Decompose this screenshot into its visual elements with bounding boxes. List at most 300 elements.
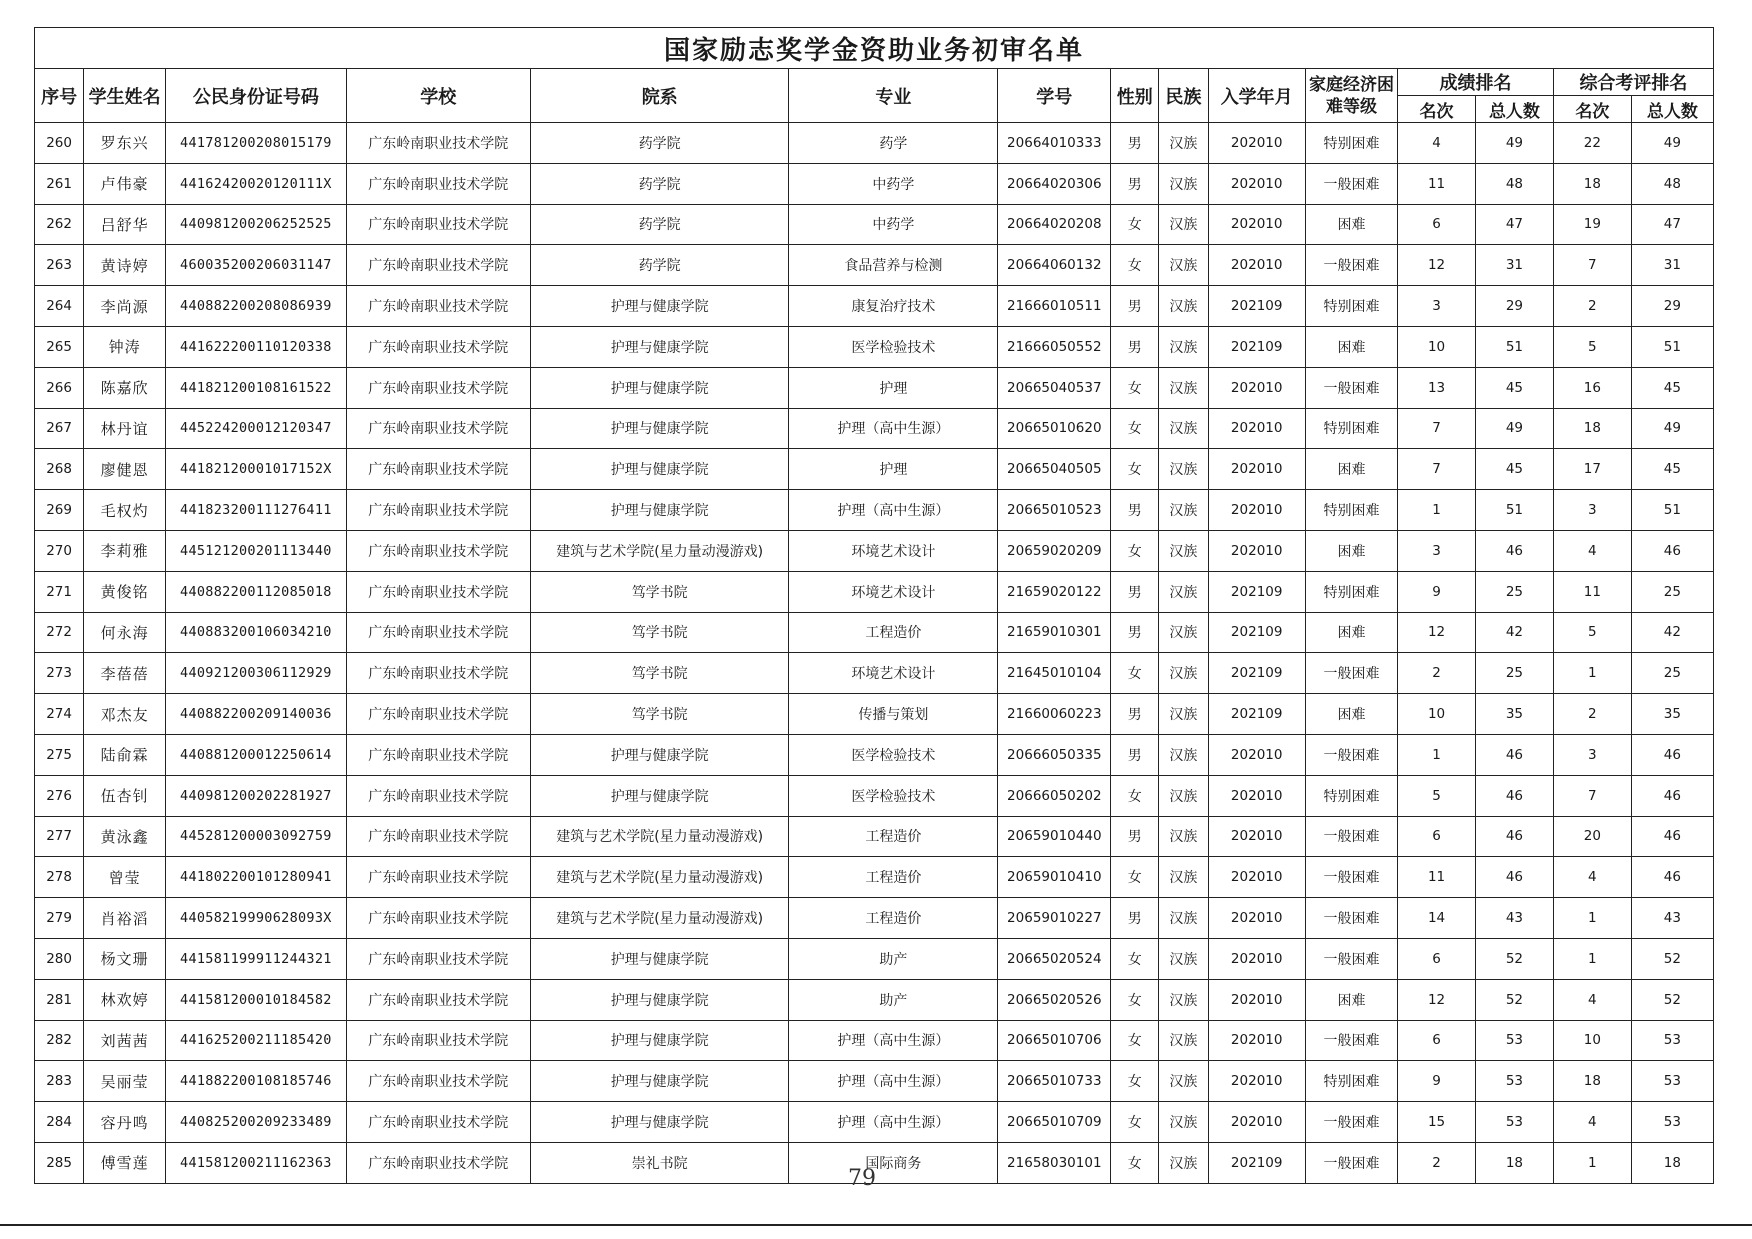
- cell-difficulty: 困难: [1305, 530, 1397, 571]
- cell-difficulty: 特别困难: [1305, 490, 1397, 531]
- cell-enroll-date: 202109: [1208, 286, 1305, 327]
- cell-grade-rank: 12: [1398, 245, 1476, 286]
- cell-id-card: 441821200108161522: [166, 367, 346, 408]
- cell-ethnicity: 汉族: [1159, 775, 1208, 816]
- cell-overall-rank: 3: [1553, 490, 1631, 531]
- cell-grade-total: 43: [1476, 898, 1554, 939]
- cell-school: 广东岭南职业技术学院: [346, 286, 530, 327]
- cell-seq: 283: [35, 1061, 84, 1102]
- cell-id-card: 440825200209233489: [166, 1102, 346, 1143]
- cell-grade-total: 53: [1476, 1061, 1554, 1102]
- cell-department: 建筑与艺术学院(星力量动漫游戏): [531, 816, 789, 857]
- cell-gender: 女: [1111, 449, 1159, 490]
- cell-grade-total: 42: [1476, 612, 1554, 653]
- cell-overall-rank: 18: [1553, 408, 1631, 449]
- cell-school: 广东岭南职业技术学院: [346, 571, 530, 612]
- cell-student-no: 21645010104: [998, 653, 1111, 694]
- cell-overall-rank: 16: [1553, 367, 1631, 408]
- header-major: 专业: [789, 69, 998, 123]
- cell-id-card: 460035200206031147: [166, 245, 346, 286]
- cell-id-card: 440981200202281927: [166, 775, 346, 816]
- cell-id-card: 441625200211185420: [166, 1020, 346, 1061]
- cell-enroll-date: 202010: [1208, 1102, 1305, 1143]
- cell-overall-rank: 18: [1553, 163, 1631, 204]
- cell-school: 广东岭南职业技术学院: [346, 857, 530, 898]
- cell-overall-total: 49: [1631, 408, 1713, 449]
- cell-overall-total: 53: [1631, 1102, 1713, 1143]
- cell-name: 罗东兴: [84, 123, 166, 164]
- cell-grade-rank: 12: [1398, 612, 1476, 653]
- header-seq: 序号: [35, 69, 84, 123]
- cell-ethnicity: 汉族: [1159, 1102, 1208, 1143]
- cell-grade-total: 46: [1476, 775, 1554, 816]
- cell-overall-total: 52: [1631, 979, 1713, 1020]
- cell-gender: 女: [1111, 204, 1159, 245]
- cell-overall-total: 29: [1631, 286, 1713, 327]
- cell-gender: 男: [1111, 612, 1159, 653]
- cell-school: 广东岭南职业技术学院: [346, 898, 530, 939]
- cell-difficulty: 困难: [1305, 694, 1397, 735]
- cell-name: 肖裕滔: [84, 898, 166, 939]
- cell-grade-total: 46: [1476, 857, 1554, 898]
- cell-overall-rank: 1: [1553, 938, 1631, 979]
- cell-id-card: 441781200208015179: [166, 123, 346, 164]
- page-number: 79: [848, 1166, 876, 1191]
- table-row: [35, 163, 1714, 204]
- table-row: [35, 408, 1714, 449]
- cell-seq: 264: [35, 286, 84, 327]
- cell-department: 建筑与艺术学院(星力量动漫游戏): [531, 530, 789, 571]
- cell-seq: 284: [35, 1102, 84, 1143]
- header-grade-rank-total: 总人数: [1476, 96, 1554, 123]
- cell-name: 李尚源: [84, 286, 166, 327]
- cell-grade-total: 52: [1476, 938, 1554, 979]
- table-row: [35, 245, 1714, 286]
- header-grade-rank-position: 名次: [1398, 96, 1476, 123]
- cell-ethnicity: 汉族: [1159, 408, 1208, 449]
- cell-major: 护理: [789, 449, 998, 490]
- bottom-divider: [0, 1224, 1752, 1226]
- cell-gender: 女: [1111, 1020, 1159, 1061]
- cell-id-card: 440882200112085018: [166, 571, 346, 612]
- cell-major: 环境艺术设计: [789, 530, 998, 571]
- cell-department: 笃学书院: [531, 571, 789, 612]
- header-enroll-date: 入学年月: [1208, 69, 1305, 123]
- cell-ethnicity: 汉族: [1159, 326, 1208, 367]
- cell-department: 护理与健康学院: [531, 1020, 789, 1061]
- cell-major: 护理（高中生源）: [789, 1102, 998, 1143]
- table-row: [35, 1102, 1714, 1143]
- cell-grade-rank: 13: [1398, 367, 1476, 408]
- cell-grade-total: 29: [1476, 286, 1554, 327]
- cell-major: 工程造价: [789, 612, 998, 653]
- cell-name: 吴丽莹: [84, 1061, 166, 1102]
- cell-major: 护理: [789, 367, 998, 408]
- cell-school: 广东岭南职业技术学院: [346, 326, 530, 367]
- cell-overall-rank: 18: [1553, 1061, 1631, 1102]
- cell-gender: 男: [1111, 571, 1159, 612]
- cell-overall-total: 53: [1631, 1061, 1713, 1102]
- cell-difficulty: 困难: [1305, 204, 1397, 245]
- cell-id-card: 445281200003092759: [166, 816, 346, 857]
- cell-id-card: 440881200012250614: [166, 734, 346, 775]
- cell-difficulty: 特别困难: [1305, 1061, 1397, 1102]
- cell-student-no: 20659010410: [998, 857, 1111, 898]
- cell-grade-total: 31: [1476, 245, 1554, 286]
- cell-grade-total: 25: [1476, 653, 1554, 694]
- cell-grade-rank: 14: [1398, 898, 1476, 939]
- cell-overall-total: 42: [1631, 612, 1713, 653]
- cell-department: 护理与健康学院: [531, 775, 789, 816]
- header-difficulty: 家庭经济困难等级: [1305, 69, 1397, 123]
- cell-overall-total: 46: [1631, 857, 1713, 898]
- cell-name: 林丹谊: [84, 408, 166, 449]
- cell-ethnicity: 汉族: [1159, 204, 1208, 245]
- cell-seq: 269: [35, 490, 84, 531]
- cell-ethnicity: 汉族: [1159, 286, 1208, 327]
- cell-grade-total: 18: [1476, 1142, 1554, 1183]
- cell-grade-rank: 7: [1398, 408, 1476, 449]
- cell-id-card: 445224200012120347: [166, 408, 346, 449]
- cell-grade-rank: 12: [1398, 979, 1476, 1020]
- cell-major: 护理（高中生源）: [789, 490, 998, 531]
- cell-name: 李莉雅: [84, 530, 166, 571]
- cell-seq: 263: [35, 245, 84, 286]
- table-row: [35, 571, 1714, 612]
- cell-gender: 男: [1111, 490, 1159, 531]
- cell-department: 药学院: [531, 123, 789, 164]
- cell-school: 广东岭南职业技术学院: [346, 490, 530, 531]
- table-row: [35, 938, 1714, 979]
- cell-id-card: 440921200306112929: [166, 653, 346, 694]
- table-row: [35, 734, 1714, 775]
- cell-ethnicity: 汉族: [1159, 612, 1208, 653]
- cell-department: 药学院: [531, 204, 789, 245]
- cell-department: 护理与健康学院: [531, 367, 789, 408]
- cell-major: 护理（高中生源）: [789, 408, 998, 449]
- cell-major: 传播与策划: [789, 694, 998, 735]
- cell-enroll-date: 202109: [1208, 612, 1305, 653]
- cell-grade-rank: 5: [1398, 775, 1476, 816]
- cell-student-no: 21666010511: [998, 286, 1111, 327]
- cell-major: 医学检验技术: [789, 326, 998, 367]
- cell-overall-total: 45: [1631, 367, 1713, 408]
- cell-department: 药学院: [531, 245, 789, 286]
- cell-name: 廖健恩: [84, 449, 166, 490]
- table-row: [35, 653, 1714, 694]
- cell-school: 广东岭南职业技术学院: [346, 734, 530, 775]
- scholarship-table: [34, 27, 1714, 1184]
- cell-difficulty: 特别困难: [1305, 408, 1397, 449]
- cell-name: 黄俊铭: [84, 571, 166, 612]
- cell-grade-rank: 6: [1398, 938, 1476, 979]
- cell-student-no: 20666050335: [998, 734, 1111, 775]
- cell-difficulty: 特别困难: [1305, 775, 1397, 816]
- cell-difficulty: 特别困难: [1305, 123, 1397, 164]
- cell-grade-rank: 1: [1398, 490, 1476, 531]
- cell-id-card: 44162420020120111X: [166, 163, 346, 204]
- table-row: [35, 898, 1714, 939]
- cell-seq: 267: [35, 408, 84, 449]
- cell-gender: 女: [1111, 367, 1159, 408]
- cell-id-card: 440883200106034210: [166, 612, 346, 653]
- table-row: [35, 1061, 1714, 1102]
- cell-department: 崇礼书院: [531, 1142, 789, 1183]
- cell-overall-total: 51: [1631, 326, 1713, 367]
- cell-gender: 男: [1111, 326, 1159, 367]
- cell-seq: 274: [35, 694, 84, 735]
- cell-overall-total: 45: [1631, 449, 1713, 490]
- cell-major: 助产: [789, 979, 998, 1020]
- cell-major: 工程造价: [789, 857, 998, 898]
- cell-overall-rank: 11: [1553, 571, 1631, 612]
- header-overall-rank: 综合考评排名: [1553, 69, 1713, 96]
- cell-ethnicity: 汉族: [1159, 816, 1208, 857]
- cell-gender: 男: [1111, 898, 1159, 939]
- cell-seq: 272: [35, 612, 84, 653]
- cell-department: 护理与健康学院: [531, 1102, 789, 1143]
- cell-department: 护理与健康学院: [531, 734, 789, 775]
- cell-school: 广东岭南职业技术学院: [346, 775, 530, 816]
- cell-major: 食品营养与检测: [789, 245, 998, 286]
- cell-seq: 281: [35, 979, 84, 1020]
- cell-enroll-date: 202010: [1208, 245, 1305, 286]
- cell-student-no: 21660060223: [998, 694, 1111, 735]
- cell-difficulty: 一般困难: [1305, 857, 1397, 898]
- cell-overall-rank: 4: [1553, 530, 1631, 571]
- cell-gender: 女: [1111, 1061, 1159, 1102]
- cell-ethnicity: 汉族: [1159, 123, 1208, 164]
- cell-department: 护理与健康学院: [531, 449, 789, 490]
- cell-enroll-date: 202010: [1208, 204, 1305, 245]
- cell-student-no: 21658030101: [998, 1142, 1111, 1183]
- cell-grade-rank: 2: [1398, 1142, 1476, 1183]
- cell-seq: 261: [35, 163, 84, 204]
- cell-difficulty: 一般困难: [1305, 367, 1397, 408]
- cell-seq: 268: [35, 449, 84, 490]
- cell-student-no: 21659020122: [998, 571, 1111, 612]
- cell-ethnicity: 汉族: [1159, 938, 1208, 979]
- cell-id-card: 441622200110120338: [166, 326, 346, 367]
- table-row: [35, 612, 1714, 653]
- cell-overall-rank: 2: [1553, 694, 1631, 735]
- scholarship-list-sheet: [34, 27, 1714, 1184]
- cell-name: 何永海: [84, 612, 166, 653]
- cell-seq: 282: [35, 1020, 84, 1061]
- cell-seq: 260: [35, 123, 84, 164]
- cell-department: 护理与健康学院: [531, 326, 789, 367]
- cell-department: 护理与健康学院: [531, 938, 789, 979]
- header-overall-rank-total: 总人数: [1631, 96, 1713, 123]
- cell-id-card: 44182120001017152X: [166, 449, 346, 490]
- cell-grade-rank: 1: [1398, 734, 1476, 775]
- cell-difficulty: 一般困难: [1305, 245, 1397, 286]
- cell-student-no: 20664020306: [998, 163, 1111, 204]
- cell-name: 曾莹: [84, 857, 166, 898]
- table-row: [35, 204, 1714, 245]
- cell-school: 广东岭南职业技术学院: [346, 530, 530, 571]
- cell-student-no: 20665020524: [998, 938, 1111, 979]
- cell-overall-rank: 1: [1553, 1142, 1631, 1183]
- header-department: 院系: [531, 69, 789, 123]
- cell-difficulty: 困难: [1305, 449, 1397, 490]
- cell-ethnicity: 汉族: [1159, 694, 1208, 735]
- cell-name: 陈嘉欣: [84, 367, 166, 408]
- cell-gender: 男: [1111, 816, 1159, 857]
- cell-ethnicity: 汉族: [1159, 245, 1208, 286]
- cell-difficulty: 一般困难: [1305, 816, 1397, 857]
- cell-overall-total: 53: [1631, 1020, 1713, 1061]
- cell-enroll-date: 202109: [1208, 694, 1305, 735]
- cell-grade-total: 51: [1476, 326, 1554, 367]
- cell-student-no: 20665010706: [998, 1020, 1111, 1061]
- cell-major: 中药学: [789, 163, 998, 204]
- cell-ethnicity: 汉族: [1159, 1142, 1208, 1183]
- cell-overall-rank: 7: [1553, 775, 1631, 816]
- cell-gender: 女: [1111, 938, 1159, 979]
- cell-school: 广东岭南职业技术学院: [346, 938, 530, 979]
- cell-major: 医学检验技术: [789, 775, 998, 816]
- cell-overall-rank: 22: [1553, 123, 1631, 164]
- table-row: [35, 449, 1714, 490]
- document-title: 国家励志奖学金资助业务初审名单: [35, 28, 1714, 69]
- cell-enroll-date: 202010: [1208, 857, 1305, 898]
- cell-major: 医学检验技术: [789, 734, 998, 775]
- cell-difficulty: 特别困难: [1305, 286, 1397, 327]
- cell-overall-rank: 1: [1553, 898, 1631, 939]
- cell-grade-total: 46: [1476, 734, 1554, 775]
- cell-gender: 女: [1111, 1102, 1159, 1143]
- cell-school: 广东岭南职业技术学院: [346, 123, 530, 164]
- cell-grade-rank: 9: [1398, 1061, 1476, 1102]
- cell-overall-rank: 3: [1553, 734, 1631, 775]
- cell-grade-total: 52: [1476, 979, 1554, 1020]
- cell-name: 杨文珊: [84, 938, 166, 979]
- cell-seq: 266: [35, 367, 84, 408]
- cell-ethnicity: 汉族: [1159, 530, 1208, 571]
- cell-major: 工程造价: [789, 898, 998, 939]
- cell-overall-total: 48: [1631, 163, 1713, 204]
- cell-enroll-date: 202010: [1208, 816, 1305, 857]
- cell-overall-total: 43: [1631, 898, 1713, 939]
- cell-difficulty: 一般困难: [1305, 734, 1397, 775]
- cell-overall-rank: 20: [1553, 816, 1631, 857]
- header-school: 学校: [346, 69, 530, 123]
- cell-seq: 278: [35, 857, 84, 898]
- cell-overall-rank: 4: [1553, 857, 1631, 898]
- cell-enroll-date: 202010: [1208, 979, 1305, 1020]
- header-gender: 性别: [1111, 69, 1159, 123]
- cell-school: 广东岭南职业技术学院: [346, 367, 530, 408]
- cell-gender: 女: [1111, 1142, 1159, 1183]
- header-grade-rank: 成绩排名: [1398, 69, 1554, 96]
- cell-gender: 女: [1111, 245, 1159, 286]
- cell-school: 广东岭南职业技术学院: [346, 694, 530, 735]
- table-row: [35, 123, 1714, 164]
- cell-student-no: 20665040505: [998, 449, 1111, 490]
- cell-overall-total: 46: [1631, 530, 1713, 571]
- cell-enroll-date: 202010: [1208, 1020, 1305, 1061]
- cell-enroll-date: 202010: [1208, 367, 1305, 408]
- cell-department: 护理与健康学院: [531, 408, 789, 449]
- cell-enroll-date: 202010: [1208, 898, 1305, 939]
- cell-difficulty: 一般困难: [1305, 1020, 1397, 1061]
- cell-id-card: 441581200010184582: [166, 979, 346, 1020]
- cell-name: 吕舒华: [84, 204, 166, 245]
- cell-overall-rank: 17: [1553, 449, 1631, 490]
- cell-gender: 男: [1111, 123, 1159, 164]
- cell-grade-total: 49: [1476, 408, 1554, 449]
- table-row: [35, 816, 1714, 857]
- table-row: [35, 1020, 1714, 1061]
- cell-difficulty: 困难: [1305, 326, 1397, 367]
- cell-grade-rank: 15: [1398, 1102, 1476, 1143]
- cell-grade-rank: 3: [1398, 286, 1476, 327]
- cell-ethnicity: 汉族: [1159, 1020, 1208, 1061]
- cell-enroll-date: 202010: [1208, 490, 1305, 531]
- cell-overall-total: 35: [1631, 694, 1713, 735]
- cell-id-card: 440882200208086939: [166, 286, 346, 327]
- cell-seq: 275: [35, 734, 84, 775]
- cell-ethnicity: 汉族: [1159, 1061, 1208, 1102]
- cell-grade-rank: 10: [1398, 694, 1476, 735]
- cell-seq: 279: [35, 898, 84, 939]
- cell-overall-rank: 5: [1553, 612, 1631, 653]
- cell-name: 林欢婷: [84, 979, 166, 1020]
- cell-ethnicity: 汉族: [1159, 367, 1208, 408]
- cell-enroll-date: 202010: [1208, 530, 1305, 571]
- cell-major: 中药学: [789, 204, 998, 245]
- cell-id-card: 440882200209140036: [166, 694, 346, 735]
- cell-enroll-date: 202010: [1208, 123, 1305, 164]
- cell-school: 广东岭南职业技术学院: [346, 979, 530, 1020]
- cell-id-card: 441882200108185746: [166, 1061, 346, 1102]
- cell-grade-total: 47: [1476, 204, 1554, 245]
- cell-school: 广东岭南职业技术学院: [346, 204, 530, 245]
- cell-seq: 277: [35, 816, 84, 857]
- cell-enroll-date: 202010: [1208, 1061, 1305, 1102]
- cell-grade-rank: 7: [1398, 449, 1476, 490]
- cell-name: 邓杰友: [84, 694, 166, 735]
- cell-seq: 276: [35, 775, 84, 816]
- cell-school: 广东岭南职业技术学院: [346, 1020, 530, 1061]
- cell-difficulty: 一般困难: [1305, 163, 1397, 204]
- cell-grade-total: 35: [1476, 694, 1554, 735]
- cell-seq: 262: [35, 204, 84, 245]
- cell-ethnicity: 汉族: [1159, 449, 1208, 490]
- cell-major: 康复治疗技术: [789, 286, 998, 327]
- cell-difficulty: 一般困难: [1305, 898, 1397, 939]
- cell-student-no: 20664060132: [998, 245, 1111, 286]
- cell-grade-total: 45: [1476, 449, 1554, 490]
- cell-name: 钟涛: [84, 326, 166, 367]
- cell-seq: 271: [35, 571, 84, 612]
- cell-student-no: 21659010301: [998, 612, 1111, 653]
- cell-department: 药学院: [531, 163, 789, 204]
- cell-major: 护理（高中生源）: [789, 1020, 998, 1061]
- cell-enroll-date: 202109: [1208, 326, 1305, 367]
- cell-name: 傅雪莲: [84, 1142, 166, 1183]
- cell-enroll-date: 202010: [1208, 449, 1305, 490]
- cell-enroll-date: 202010: [1208, 408, 1305, 449]
- cell-name: 黄泳鑫: [84, 816, 166, 857]
- header-student-no: 学号: [998, 69, 1111, 123]
- cell-difficulty: 困难: [1305, 979, 1397, 1020]
- table-row: [35, 286, 1714, 327]
- cell-gender: 女: [1111, 979, 1159, 1020]
- cell-gender: 女: [1111, 653, 1159, 694]
- cell-gender: 女: [1111, 857, 1159, 898]
